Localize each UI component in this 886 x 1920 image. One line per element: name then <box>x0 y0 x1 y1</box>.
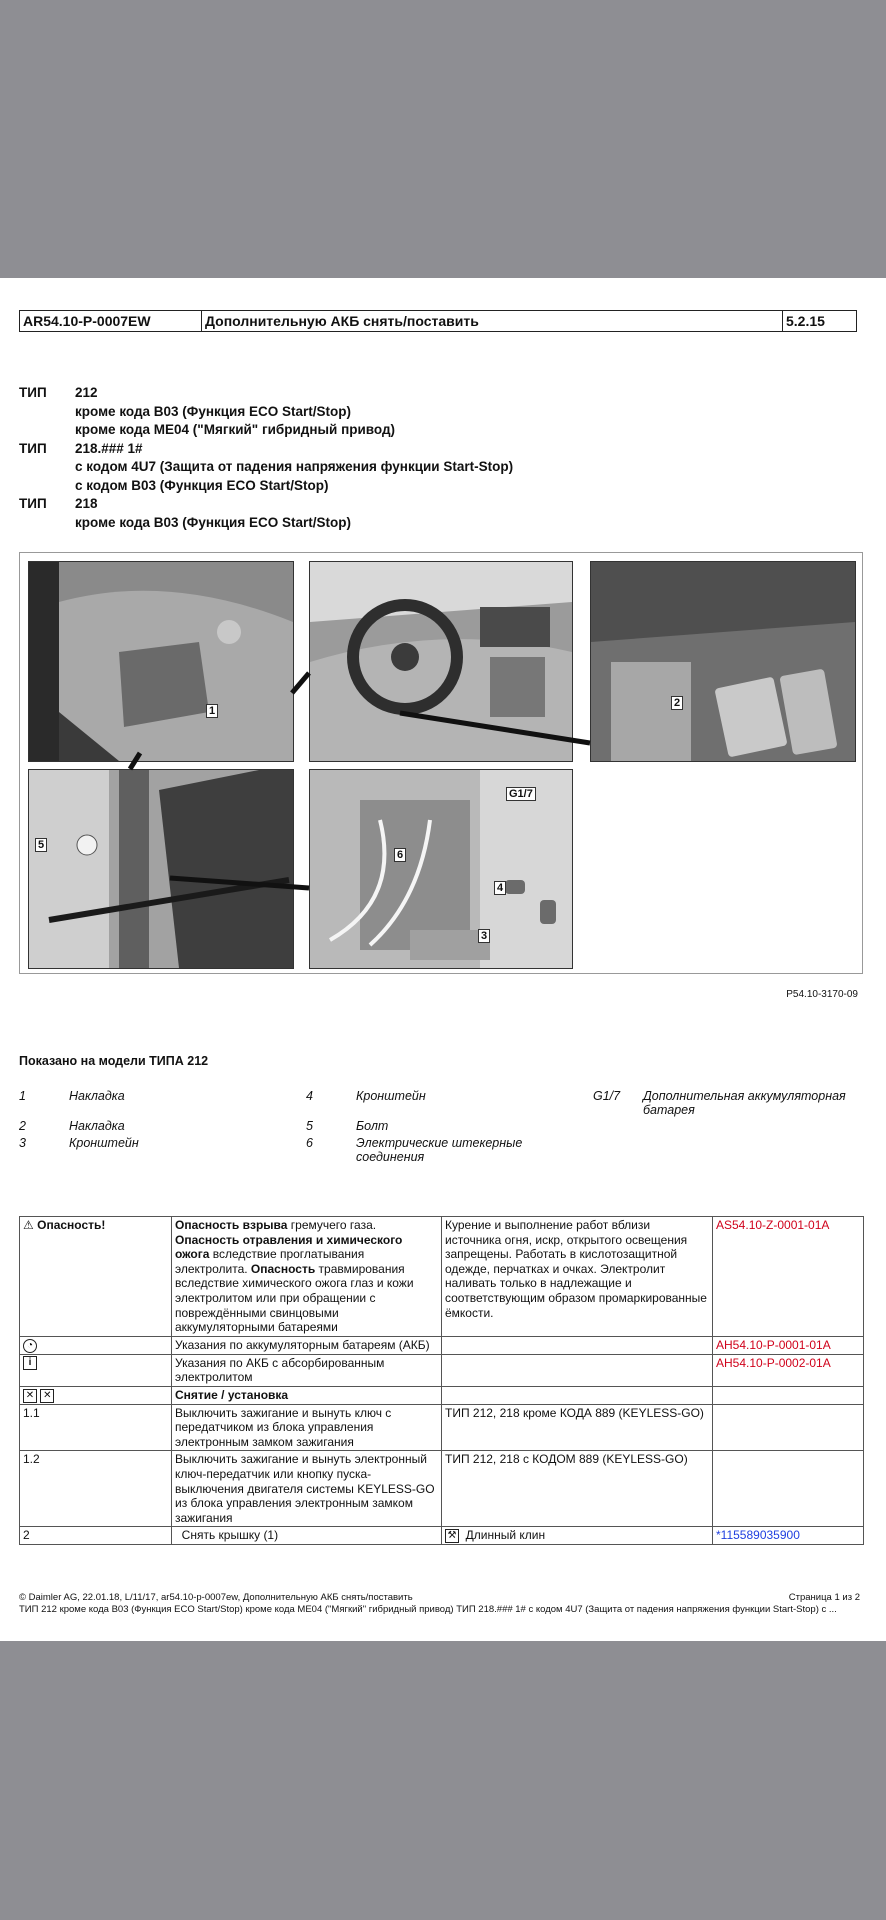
leader-line <box>292 673 309 693</box>
photo-interior <box>309 561 573 762</box>
danger-cell: ⚠ Опасность! <box>20 1217 172 1337</box>
step-note: ТИП 212, 218 кроме КОДА 889 (KEYLESS-GO) <box>442 1404 713 1451</box>
tool-ref-link[interactable]: *115589035900 <box>713 1527 864 1545</box>
type-list <box>19 384 513 532</box>
legend-item: 3 Кронштейн <box>19 1136 139 1150</box>
step-note: ТИП 212, 218 с КОДОМ 889 (KEYLESS-GO) <box>442 1451 713 1527</box>
danger-ref-link[interactable]: AS54.10-Z-0001-01A <box>713 1217 864 1337</box>
step-number: 2 <box>20 1527 172 1545</box>
table-row <box>20 1354 864 1386</box>
footer-page: Страница 1 из 2 <box>788 1592 860 1603</box>
doc-version: 5.2.15 <box>786 313 825 329</box>
figure-code: P54.10-3170-09 <box>786 989 858 1000</box>
photo-dash-left-image <box>29 562 293 761</box>
legend-item: 1 Накладка <box>19 1089 125 1103</box>
table-row <box>20 1527 864 1545</box>
doc-code: AR54.10-P-0007EW <box>20 311 202 331</box>
table-row <box>20 1217 864 1337</box>
step-number: 1.2 <box>20 1451 172 1527</box>
type-row: кроме кода ME04 ("Мягкий" гибридный привод) <box>75 422 396 437</box>
legend-item: 4 Кронштейн <box>306 1089 426 1103</box>
legend-item: G1/7 Дополнительная аккумуляторная батарея <box>593 1089 846 1117</box>
removal-icon: ✕ <box>23 1389 37 1403</box>
photo-dash-left <box>28 561 294 762</box>
tool-icon: ⚒ <box>445 1529 459 1543</box>
type-row: с кодом 4U7 (Защита от падения напряжения функции Start-Stop) <box>75 459 514 474</box>
note-circle-icon: ◔ <box>23 1339 37 1353</box>
document-header <box>19 310 857 332</box>
note2-text: Указания по АКБ с абсорбированным электролитом <box>172 1354 442 1386</box>
page-footer <box>19 1592 863 1616</box>
callout-g17: G1/7 <box>506 787 536 801</box>
type-row: кроме кода B03 (Функция ECO Start/Stop) <box>75 403 351 419</box>
table-row <box>20 1451 864 1527</box>
type-row: ТИП 218.### 1# <box>19 440 143 456</box>
section-icons-cell <box>20 1386 172 1404</box>
table-row <box>20 1336 864 1354</box>
step-text: Выключить зажигание и вынуть ключ с передатчиком из блока управления электронным замком зажигания <box>172 1404 442 1451</box>
document-page <box>0 278 886 1641</box>
footer-types: ТИП 212 кроме кода B03 (Функция ECO Start/Stop) кроме кода ME04 ("Мягкий" гибридный привод) ТИП 218.### 1# с кодом 4U7 (Защита от падения напряжения функции Start-Stop) с ... <box>19 1604 837 1615</box>
callout-4: 4 <box>494 881 506 895</box>
danger-text: Опасность взрыва гремучего газа. Опасность отравления и химического ожога вследствие проглатывания электролита. Опасность травмирования вследствие химического ожога глаз и кожи электролитом или при обращении с повреждёнными свинцовыми аккумуляторными батареями <box>172 1217 442 1337</box>
callout-6: 6 <box>394 848 406 862</box>
footer-copyright: © Daimler AG, 22.01.18, L/11/17, ar54.10-p-0007ew, Дополнительную АКБ снять/поставить <box>19 1592 413 1603</box>
callout-1: 1 <box>206 704 218 718</box>
legend-item: 6 Электрические штекерные соединения <box>306 1136 523 1164</box>
step-text: Снять крышку (1) <box>172 1527 442 1545</box>
info-icon: i <box>23 1356 37 1370</box>
callout-2: 2 <box>671 696 683 710</box>
photo-footwell-image <box>591 562 855 761</box>
danger-measures: Курение и выполнение работ вблизи источника огня, искр, открытого освещения запрещены. Работать в кислотозащитной одежде, перчатках и очках. Электролит наливать только в надлежащие и соответствующим образом промаркированные ёмкости. <box>442 1217 713 1337</box>
callout-3: 3 <box>478 929 490 943</box>
doc-title: Дополнительную АКБ снять/поставить <box>202 311 783 331</box>
table-row <box>20 1404 864 1451</box>
step-number: 1.1 <box>20 1404 172 1451</box>
tool-cell: ⚒ Длинный клин <box>442 1527 713 1545</box>
type-row: с кодом B03 (Функция ECO Start/Stop) <box>75 477 329 493</box>
step-text: Выключить зажигание и вынуть электронный ключ-передатчик или кнопку пуска-выключения двигателя системы KEYLESS-GO из блока управления электронным замком зажигания <box>172 1451 442 1527</box>
info-icon-cell <box>20 1354 172 1386</box>
note-icon-cell <box>20 1336 172 1354</box>
shown-on-model: Показано на модели ТИПА 212 <box>19 1054 209 1068</box>
type-row: ТИП 218 <box>19 496 98 511</box>
photo-side-panel <box>28 769 294 969</box>
photo-interior-image <box>310 562 572 761</box>
type-row: ТИП 212 <box>19 385 98 400</box>
installation-icon: ✕ <box>40 1389 54 1403</box>
procedure-table <box>19 1216 864 1545</box>
warning-triangle-icon: ⚠ <box>23 1218 34 1232</box>
type-row: кроме кода B03 (Функция ECO Start/Stop) <box>75 514 351 530</box>
section-title: Снятие / установка <box>172 1386 442 1404</box>
photo-side-panel-image <box>29 770 293 968</box>
photo-footwell <box>590 561 856 762</box>
note2-ref-link[interactable]: AH54.10-P-0002-01A <box>713 1354 864 1386</box>
legend-item: 5 Болт <box>306 1119 389 1133</box>
note1-ref-link[interactable]: AH54.10-P-0001-01A <box>713 1336 864 1354</box>
table-row <box>20 1386 864 1404</box>
legend-item: 2 Накладка <box>19 1119 125 1133</box>
note1-text: Указания по аккумуляторным батареям (АКБ) <box>172 1336 442 1354</box>
callout-5: 5 <box>35 838 47 852</box>
instruction-figure <box>19 552 863 974</box>
